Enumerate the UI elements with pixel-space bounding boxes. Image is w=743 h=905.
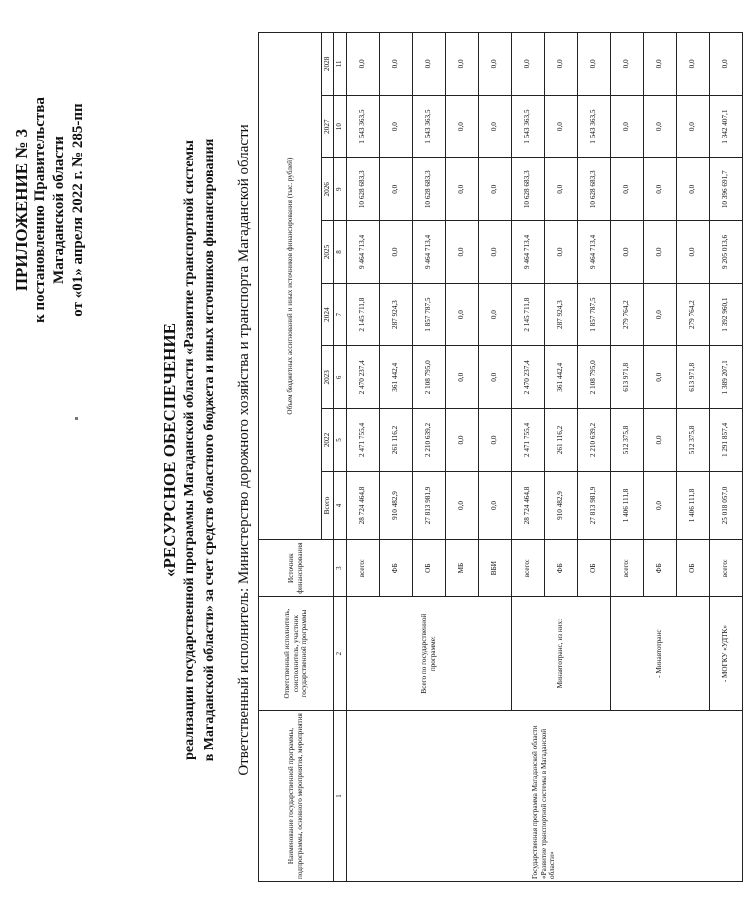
value-cell: 0,0: [544, 95, 577, 158]
header-year: 2027: [322, 95, 334, 158]
value-cell: 0,0: [379, 221, 412, 284]
source-cell: МБ: [445, 540, 478, 597]
responsible-cell: - Минавтотранс: [610, 597, 709, 711]
source-cell: всего:: [610, 540, 643, 597]
value-cell: 0,0: [445, 33, 478, 96]
col-number: 3: [333, 540, 346, 597]
value-cell: 25 018 057,0: [709, 471, 742, 539]
value-cell: 0,0: [577, 33, 610, 96]
value-cell: 0,0: [445, 95, 478, 158]
source-cell: всего:: [346, 540, 379, 597]
responsible-cell: - МОГКУ «УДТК»: [709, 597, 742, 711]
source-cell: всего:: [709, 540, 742, 597]
header-year: 2025: [322, 221, 334, 284]
value-cell: 10 628 683,3: [412, 158, 445, 221]
table-body: [346, 33, 742, 882]
header-total: Всего: [322, 471, 334, 539]
value-cell: 27 813 981,9: [577, 471, 610, 539]
value-cell: 1 543 363,5: [346, 95, 379, 158]
source-cell: всего:: [511, 540, 544, 597]
value-cell: 1 857 787,5: [412, 283, 445, 346]
value-cell: 27 813 981,9: [412, 471, 445, 539]
value-cell: 2 470 237,4: [511, 346, 544, 409]
value-cell: 0,0: [544, 221, 577, 284]
appendix-line-1: к постановлению Правительства: [32, 97, 48, 323]
value-cell: 0,0: [676, 33, 709, 96]
value-cell: 9 464 713,4: [511, 221, 544, 284]
source-cell: ВБИ: [478, 540, 511, 597]
value-cell: 910 482,9: [379, 471, 412, 539]
appendix-line-3: от «01» апреля 2022 г. № 285-пп: [70, 103, 86, 317]
value-cell: 361 442,4: [379, 346, 412, 409]
value-cell: 0,0: [676, 158, 709, 221]
value-cell: 2 145 711,8: [346, 283, 379, 346]
value-cell: 10 628 683,3: [346, 158, 379, 221]
value-cell: 0,0: [412, 33, 445, 96]
value-cell: 28 724 464,8: [511, 471, 544, 539]
value-cell: 287 924,3: [544, 283, 577, 346]
value-cell: 0,0: [445, 221, 478, 284]
value-cell: 0,0: [379, 158, 412, 221]
value-cell: 613 971,8: [676, 346, 709, 409]
table-row: [346, 33, 379, 882]
value-cell: 1 543 363,5: [511, 95, 544, 158]
value-cell: 512 375,8: [676, 409, 709, 472]
value-cell: 0,0: [544, 158, 577, 221]
header-year: 2028: [322, 33, 334, 96]
value-cell: 0,0: [478, 221, 511, 284]
value-cell: 0,0: [445, 409, 478, 472]
source-cell: ФБ: [544, 540, 577, 597]
value-cell: 0,0: [346, 33, 379, 96]
value-cell: 261 116,2: [544, 409, 577, 472]
value-cell: 10 396 691,7: [709, 158, 742, 221]
header-year: 2022: [322, 409, 334, 472]
value-cell: 0,0: [643, 409, 676, 472]
value-cell: 261 116,2: [379, 409, 412, 472]
document-title: [160, 0, 220, 900]
header-year: 2023: [322, 346, 334, 409]
col-number: 5: [333, 409, 346, 472]
value-cell: 9 464 713,4: [412, 221, 445, 284]
appendix-title: ПРИЛОЖЕНИЕ № 3: [12, 128, 31, 292]
responsible-cell: Минавтотранс, из них:: [511, 597, 610, 711]
value-cell: 613 971,8: [610, 346, 643, 409]
header-name: Наименование государственной программы, подпрограммы, основного мероприятия, мероприятия: [259, 711, 334, 882]
value-cell: 0,0: [379, 33, 412, 96]
header-source: Источник финансирования: [259, 540, 334, 597]
value-cell: 0,0: [478, 158, 511, 221]
value-cell: 0,0: [379, 95, 412, 158]
header-year: 2026: [322, 158, 334, 221]
value-cell: 0,0: [643, 158, 676, 221]
col-number: 10: [333, 95, 346, 158]
value-cell: 0,0: [643, 283, 676, 346]
scan-dot: [75, 417, 78, 420]
col-number: 9: [333, 158, 346, 221]
value-cell: 0,0: [610, 95, 643, 158]
value-cell: 28 724 464,8: [346, 471, 379, 539]
value-cell: 9 205 013,6: [709, 221, 742, 284]
value-cell: 2 210 639,2: [412, 409, 445, 472]
value-cell: 2 145 711,8: [511, 283, 544, 346]
col-number: 8: [333, 221, 346, 284]
value-cell: 10 628 683,3: [577, 158, 610, 221]
value-cell: 1 543 363,5: [412, 95, 445, 158]
responsible-executor: Ответственный исполнитель: Министерство дорожного хозяйства и транспорта Магаданской области: [236, 124, 252, 776]
value-cell: 1 543 363,5: [577, 95, 610, 158]
program-name-cell: Государственная программа Магаданской области «Развитие транспортной системы в Магаданской области»: [346, 711, 742, 882]
value-cell: 0,0: [544, 33, 577, 96]
value-cell: 0,0: [676, 221, 709, 284]
title-main: «РЕСУРСНОЕ ОБЕСПЕЧЕНИЕ: [160, 323, 179, 577]
value-cell: 1 406 111,8: [610, 471, 643, 539]
col-number: 1: [333, 711, 346, 882]
value-cell: 0,0: [445, 346, 478, 409]
source-cell: ФБ: [643, 540, 676, 597]
source-cell: ФБ: [379, 540, 412, 597]
header-volume: Объем бюджетных ассигнований и иных источников финансирования (тыс. рублей): [259, 33, 322, 540]
col-number: 2: [333, 597, 346, 711]
value-cell: 10 628 683,3: [511, 158, 544, 221]
value-cell: 0,0: [676, 95, 709, 158]
value-cell: 2 471 755,4: [346, 409, 379, 472]
value-cell: 0,0: [478, 95, 511, 158]
value-cell: 279 764,2: [610, 283, 643, 346]
resource-table-wrapper: [258, 32, 743, 882]
value-cell: 0,0: [610, 221, 643, 284]
value-cell: 279 764,2: [676, 283, 709, 346]
resource-table: [258, 32, 743, 882]
value-cell: 0,0: [610, 158, 643, 221]
value-cell: 2 108 795,0: [577, 346, 610, 409]
value-cell: 0,0: [610, 33, 643, 96]
title-line-3: в Магаданской области» за счет средств областного бюджета и иных источников финансирования: [202, 138, 217, 762]
col-number: 4: [333, 471, 346, 539]
source-cell: ОБ: [676, 540, 709, 597]
value-cell: 0,0: [478, 283, 511, 346]
value-cell: 0,0: [445, 158, 478, 221]
value-cell: 0,0: [445, 471, 478, 539]
value-cell: 910 482,9: [544, 471, 577, 539]
value-cell: 9 464 713,4: [346, 221, 379, 284]
source-cell: ОБ: [412, 540, 445, 597]
value-cell: 0,0: [478, 471, 511, 539]
value-cell: 1 342 407,1: [709, 95, 742, 158]
source-cell: ОБ: [577, 540, 610, 597]
appendix-block: [12, 30, 88, 390]
value-cell: 2 210 639,2: [577, 409, 610, 472]
header-year: 2024: [322, 283, 334, 346]
value-cell: 1 291 857,4: [709, 409, 742, 472]
value-cell: 0,0: [511, 33, 544, 96]
header-responsible: Ответственный исполнитель, соисполнитель, участник государственной программы: [259, 597, 334, 711]
value-cell: 0,0: [709, 33, 742, 96]
title-line-2: реализации государственной программы Магаданской области «Развитие транспортной системы: [182, 140, 197, 760]
value-cell: 2 470 237,4: [346, 346, 379, 409]
value-cell: 0,0: [445, 283, 478, 346]
value-cell: 1 406 111,8: [676, 471, 709, 539]
value-cell: 0,0: [643, 346, 676, 409]
value-cell: 1 857 787,5: [577, 283, 610, 346]
value-cell: 361 442,4: [544, 346, 577, 409]
value-cell: 9 464 713,4: [577, 221, 610, 284]
value-cell: 0,0: [478, 33, 511, 96]
value-cell: 1 389 207,1: [709, 346, 742, 409]
col-number: 6: [333, 346, 346, 409]
responsible-cell: Всего по государственной программе:: [346, 597, 511, 711]
col-number: 11: [333, 33, 346, 96]
value-cell: 0,0: [478, 346, 511, 409]
value-cell: 1 392 960,1: [709, 283, 742, 346]
value-cell: 0,0: [643, 221, 676, 284]
value-cell: 0,0: [643, 95, 676, 158]
value-cell: 512 375,8: [610, 409, 643, 472]
value-cell: 287 924,3: [379, 283, 412, 346]
value-cell: 2 471 755,4: [511, 409, 544, 472]
value-cell: 0,0: [478, 409, 511, 472]
appendix-line-2: Магаданской области: [51, 136, 67, 284]
col-number: 7: [333, 283, 346, 346]
value-cell: 0,0: [643, 471, 676, 539]
value-cell: 0,0: [643, 33, 676, 96]
value-cell: 2 108 795,0: [412, 346, 445, 409]
